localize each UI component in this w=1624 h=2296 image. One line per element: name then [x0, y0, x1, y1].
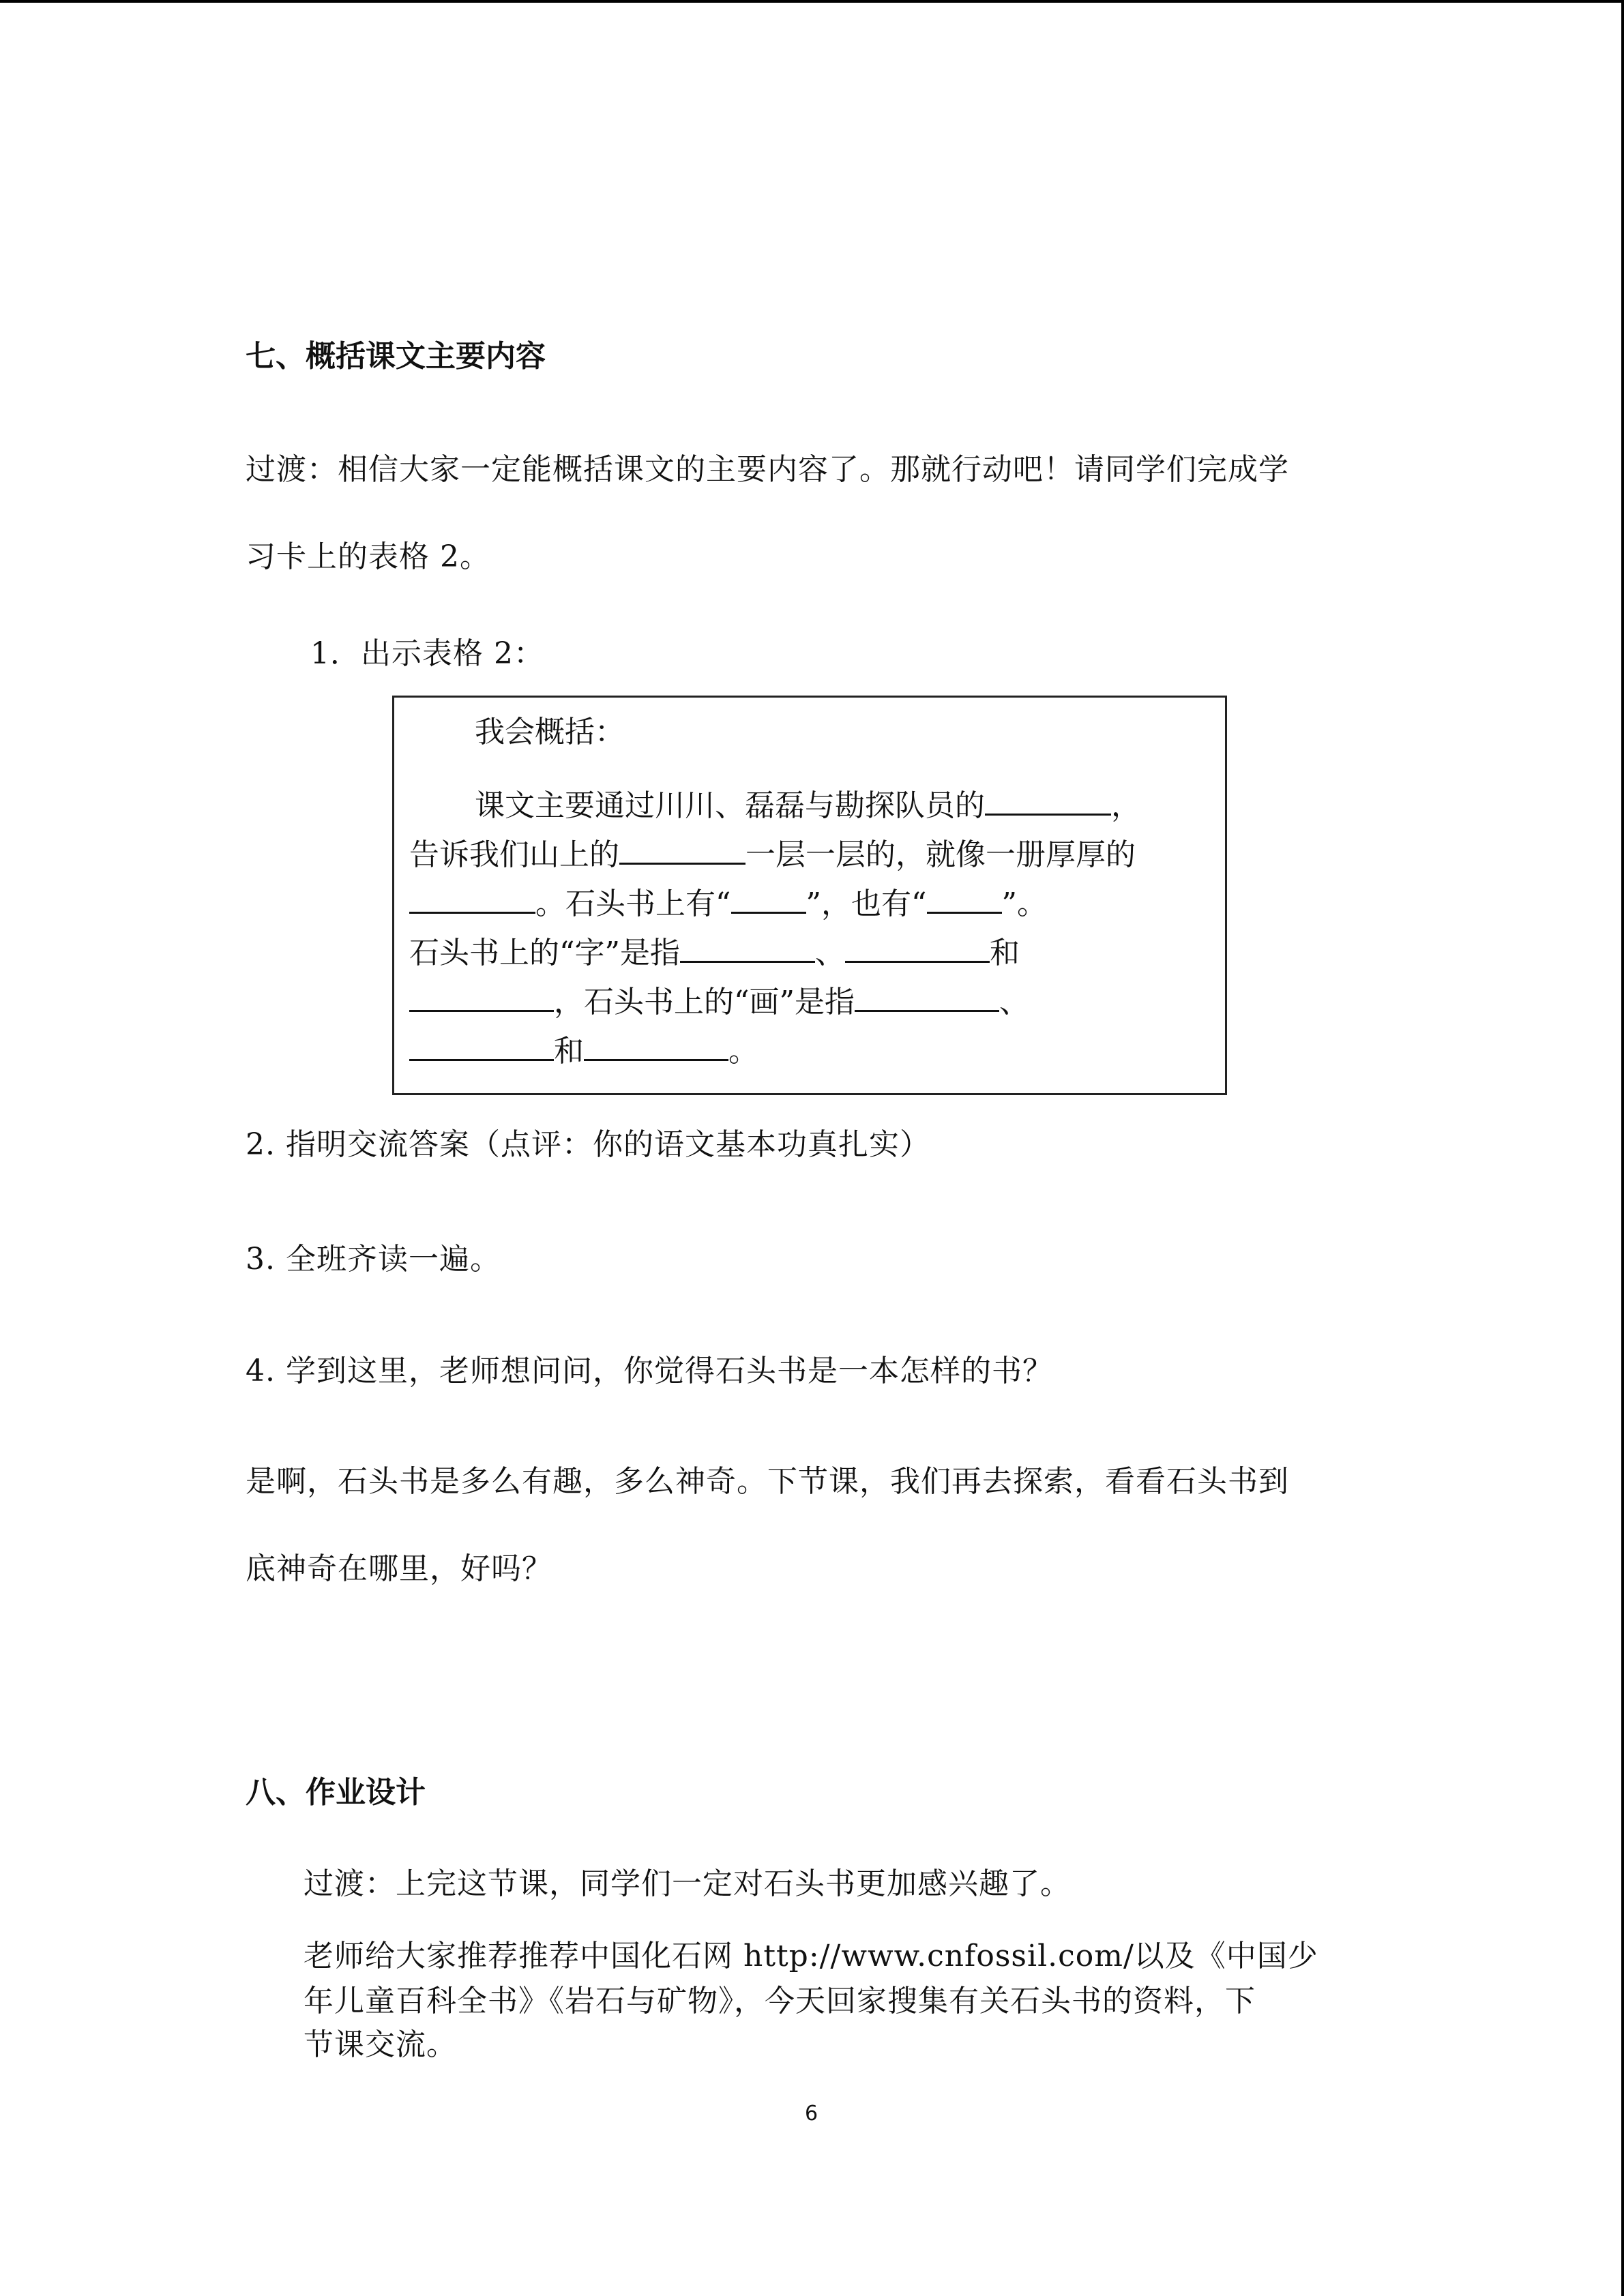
box-text: 和: [990, 936, 1020, 970]
page-number: 6: [805, 2102, 818, 2126]
box-text: ”，也有“: [806, 886, 927, 921]
section-7-heading: 七、概括课文主要内容: [246, 339, 546, 374]
box-text: 和: [554, 1034, 584, 1069]
box-text: 课文主要通过川川、磊磊与勘探队员的: [475, 788, 985, 823]
box-text: 、: [815, 936, 845, 970]
box-line-3: [409, 879, 1047, 923]
item-2: 2. 指明交流答案（点评：你的语文基本功真扎实）: [246, 1127, 930, 1162]
box-text: 、: [999, 985, 1029, 1019]
section-7-transition-line-2: 习卡上的表格 2。: [246, 539, 490, 574]
recommendation-line-1: 老师给大家推荐推荐中国化石网 http://www.cnfossil.com/以及《中国少: [304, 1939, 1318, 1973]
box-text: 石头书上的“字”是指: [409, 936, 680, 970]
blank-10[interactable]: [409, 1032, 554, 1061]
box-text: 。: [728, 1034, 758, 1069]
item-3: 3. 全班齐读一遍。: [246, 1242, 501, 1277]
top-border: [0, 0, 1624, 3]
box-line-1: [475, 781, 1141, 824]
blank-3[interactable]: [409, 884, 535, 914]
box-text: ”。: [1001, 886, 1047, 921]
item-1: 1．出示表格 2：: [310, 636, 544, 671]
blank-9[interactable]: [855, 983, 999, 1012]
blank-1[interactable]: [985, 786, 1111, 816]
section-8-heading: 八、作业设计: [246, 1775, 426, 1810]
blank-7[interactable]: [845, 934, 990, 963]
right-border: [1621, 0, 1624, 2296]
recommendation-line-2: 年儿童百科全书》《岩石与矿物》，今天回家搜集有关石头书的资料，下: [304, 1984, 1256, 2018]
box-text: 告诉我们山上的: [409, 837, 619, 872]
box-line-6: [409, 1026, 758, 1070]
closing-line-2: 底神奇在哪里，好吗？: [246, 1551, 552, 1586]
blank-6[interactable]: [680, 934, 815, 963]
item-4: 4. 学到这里，老师想问问，你觉得石头书是一本怎样的书？: [246, 1354, 1053, 1388]
blank-8[interactable]: [409, 983, 554, 1012]
section-8-transition: 过渡：上完这节课，同学们一定对石头书更加感兴趣了。: [304, 1866, 1071, 1901]
box-line-5: [409, 977, 1029, 1021]
box-line-4: [409, 928, 1020, 972]
box-title: 我会概括：: [475, 715, 625, 749]
closing-line-1: 是啊，石头书是多么有趣，多么神奇。下节课，我们再去探索，看看石头书到: [246, 1464, 1289, 1499]
recommendation-line-3: 节课交流。: [304, 2027, 457, 2062]
blank-5[interactable]: [927, 884, 1002, 914]
box-text: 一层一层的，就像一册厚厚的: [745, 837, 1136, 872]
box-line-2: [409, 830, 1136, 874]
summary-box: [392, 696, 1227, 1095]
section-7-transition-line-1: 过渡：相信大家一定能概括课文的主要内容了。那就行动吧！请同学们完成学: [246, 452, 1289, 487]
box-text: 。石头书上有“: [535, 886, 731, 921]
blank-2[interactable]: [619, 835, 745, 865]
box-text: ，: [1111, 788, 1141, 823]
box-text: ，石头书上的“画”是指: [554, 985, 855, 1019]
blank-11[interactable]: [584, 1032, 728, 1061]
blank-4[interactable]: [731, 884, 806, 914]
